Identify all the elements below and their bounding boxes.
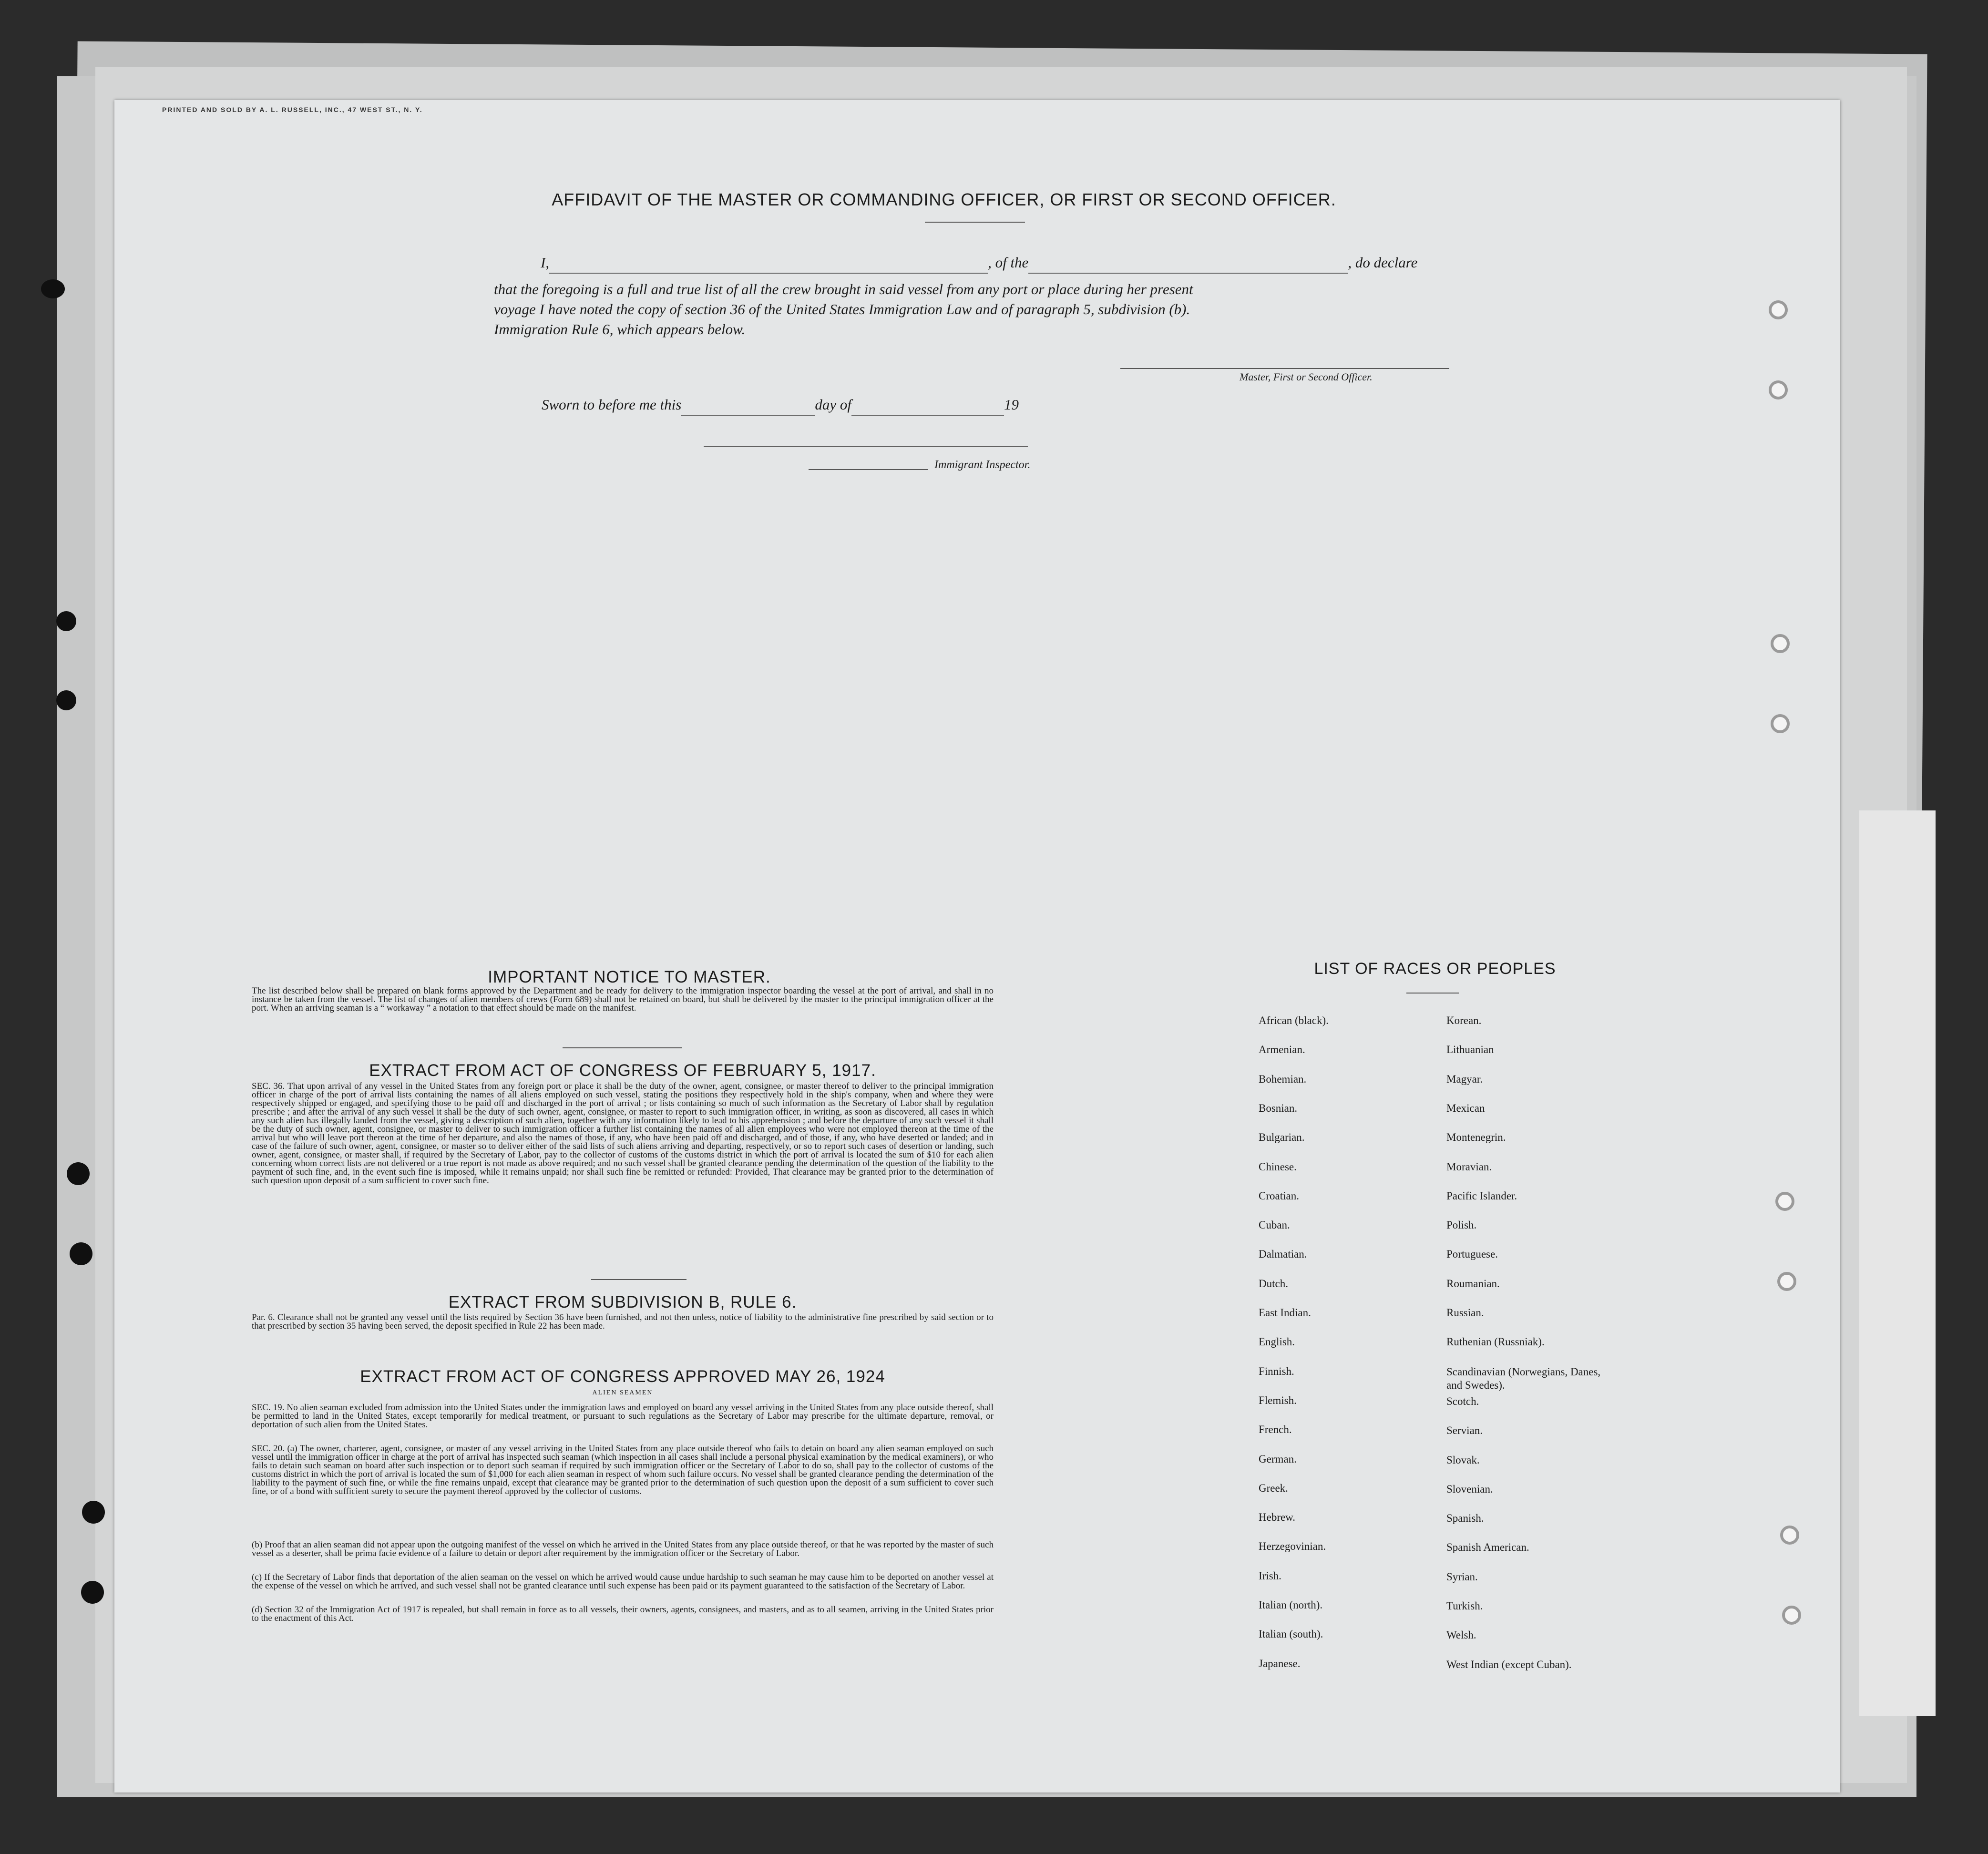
divider [925, 222, 1025, 223]
race-item: Bulgarian. [1259, 1131, 1305, 1143]
extract-1924-subtitle: ALIEN SEAMEN [592, 1389, 653, 1396]
affidavit-title: AFFIDAVIT OF THE MASTER OR COMMANDING OFFICER, OR FIRST OR SECOND OFFICER. [552, 190, 1336, 209]
divider [563, 1047, 682, 1048]
declaration-line-4: Immigration Rule 6, which appears below. [494, 321, 746, 338]
race-item: Mexican [1446, 1102, 1485, 1114]
race-item: Servian. [1446, 1424, 1483, 1436]
race-item: Italian (south). [1259, 1628, 1323, 1640]
binder-hole [56, 690, 76, 710]
race-item: Bosnian. [1259, 1102, 1298, 1114]
race-item: Flemish. [1259, 1394, 1297, 1406]
race-item: Spanish. [1446, 1512, 1484, 1524]
binder-hole [1775, 1192, 1794, 1211]
race-item: Herzegovinian. [1259, 1540, 1326, 1552]
race-item: Scotch. [1446, 1395, 1479, 1407]
race-item: Slovak. [1446, 1454, 1480, 1466]
race-item: Italian (north). [1259, 1599, 1323, 1611]
binder-hole [41, 279, 65, 298]
extract-1924-sec20c: (c) If the Secretary of Labor finds that deportation of the alien seaman on the vessel on which he arrived would cause undue hardship to such seaman he may cause him to be deported on another vessel at the expense of the vessel on which he arrived, and such vessel shall not be granted clearance until such expense has been paid or its payment guaranteed to the satisfaction of the Secretary of Labor. [252, 1572, 994, 1591]
race-item: Syrian. [1446, 1571, 1478, 1583]
binder-hole [1777, 1272, 1796, 1291]
binder-hole [82, 1501, 105, 1524]
declaration-line-3: voyage I have noted the copy of section 36 of the United States Immigration Law and of paragraph 5, subdivision (b). [494, 301, 1190, 318]
race-item: Dalmatian. [1259, 1248, 1307, 1260]
binder-hole [1771, 634, 1790, 653]
race-item: Bohemian. [1259, 1073, 1307, 1085]
extract-1924-sec20d: (d) Section 32 of the Immigration Act of 1917 is repealed, but shall remain in force as to all vessels, their owners, agents, consignees, and masters, and as to all seamen, arriving in the United States prior to the enactment of this Act. [252, 1605, 994, 1623]
race-item: Montenegrin. [1446, 1131, 1506, 1143]
race-item: Korean. [1446, 1014, 1482, 1026]
race-item: African (black). [1259, 1014, 1329, 1026]
race-item: Cuban. [1259, 1219, 1290, 1231]
extract-1917-title: EXTRACT FROM ACT OF CONGRESS OF FEBRUARY 5, 1917. [369, 1061, 876, 1080]
race-item: Dutch. [1259, 1278, 1288, 1290]
printer-imprint: PRINTED AND SOLD BY A. L. RUSSELL, INC., 47 WEST ST., N. Y. [162, 106, 423, 113]
extract-1924-sec19: SEC. 19. No alien seaman excluded from admission into the United States under the immigration laws and employed on board any vessel arriving in the United States from any place outside thereof, shall be permitted to land in the United States, except temporarily for medical treatment, or pursuant to such regulations as the Secretary of Labor may prescribe for the ultimate departure, removal, or deportation of such alien from the United States. [252, 1403, 994, 1430]
binder-hole [67, 1162, 90, 1185]
binder-hole [1769, 300, 1788, 319]
binder-hole [1780, 1526, 1799, 1545]
inspector-line[interactable] [809, 469, 928, 470]
race-item: French. [1259, 1424, 1292, 1435]
race-item: Magyar. [1446, 1073, 1483, 1085]
race-item: Croatian. [1259, 1190, 1299, 1202]
sworn-month-blank[interactable] [851, 415, 1004, 416]
notice-body: The list described below shall be prepared on blank forms approved by the Department and be ready for delivery to the immigration inspector boarding the vessel at the port of arrival, and shall in no instance be taken from the vessel. The list of changes of alien members of crews (Form 689) shall not be retained on board, but shall be delivered by the master to the principal immigration officer at the port. When an arriving seaman is a “ workaway ” a notation to that effect should be made on the manifest. [252, 986, 994, 1013]
extract-1924-sec20b: (b) Proof that an alien seaman did not appear upon the outgoing manifest of the vessel on which he arrived in the United States from any place outside thereof, or that he was reported by the master of such vessel as a deserter, shall be prima facie evidence of a failure to detain or deport after requirement by the immigration officer or the Secretary of Labor. [252, 1540, 994, 1558]
race-item: Hebrew. [1259, 1511, 1296, 1523]
race-item: Armenian. [1259, 1044, 1305, 1055]
race-item: English. [1259, 1336, 1295, 1348]
race-item: Ruthenian (Russniak). [1446, 1336, 1545, 1348]
race-item: Portuguese. [1446, 1248, 1498, 1260]
race-item: Russian. [1446, 1307, 1484, 1319]
race-item: East Indian. [1259, 1307, 1311, 1319]
extract-1917-body: SEC. 36. That upon arrival of any vessel in the United States from any foreign port or place it shall be the duty of the owner, agent, consignee, or master thereof to deliver to the principal immigration officer in charge of the port of arrival lists containing the names of all aliens employed on such vessel, stating the positions they respectively hold in the ship's company, when and where they were respectively shipped or engaged, and specifying those to be paid off and discharged in the port of arrival ; or lists containing so much of such information as the Secretary of Labor shall by regulation prescribe ; and after the arrival of any such vessel it shall be the duty of such owner, agent, consignee, or master to report to such immigration officer, in writing, as soon as discovered, all cases in which any such alien has illegally landed from the vessel, giving a description of such alien, together with any information likely to lead to his apprehension ; and before the departure of any such vessel it shall be the duty of such owner, agent, consignee, or master to deliver to such immigration officer a further list containing the names of all alien employees who were not employed thereon at the time of the arrival but who will leave port thereon at the time of her departure, and also the names of those, if any, who have been paid off and discharged, and of those, if any, who have deserted or landed; and in case of the failure of such owner, agent, consignee, or master so to deliver either of the said lists of such aliens arriving and departing, respectively, or so to report such cases of desertion or landing, such owner, agent, consignee, or master shall, if required by the Secretary of Labor, pay to the collector of customs of the customs district in which the port of arrival is located the sum of $10 for each alien concerning whom correct lists are not delivered or a true report is not made as above required; and no such vessel shall be granted clearance pending the determination of the question of the liability to the payment of such fine, and, in the event such fine is imposed, while it remains unpaid; nor shall such fine be remitted or refunded: Provided, That clearance may be granted prior to the determination of such question upon deposit of a sum sufficient to cover such fine. [252, 1081, 994, 1186]
race-item: Pacific Islander. [1446, 1190, 1517, 1202]
binder-hole [81, 1581, 104, 1604]
race-item: Irish. [1259, 1570, 1281, 1582]
race-item: Polish. [1446, 1219, 1477, 1231]
notice-title: IMPORTANT NOTICE TO MASTER. [488, 968, 771, 986]
race-item: Scandinavian (Norwegians, Danes, and Swedes). [1446, 1366, 1601, 1391]
extract-1924-sec20a: SEC. 20. (a) The owner, charterer, agent, consignee, or master of any vessel arriving in the United States from any place outside thereof who fails to detain on board any alien seaman employed on such vessel until the immigration officer in charge at the port of arrival has inspected such seaman (which inspection in all cases shall include a personal physical examination by the medical examiners), or who fails to detain such seaman on board after such inspection or to deport such seaman if required by such immigration officer or the Secretary of Labor to do so, shall pay to the collector of customs of the customs district in which the port of arrival is located the sum of $1,000 for each alien seaman in respect of whom such failure occurs. No vessel shall be granted clearance pending the determination of the liability to the payment of such fine, or while the fine remains unpaid, except that clearance may be granted prior to the determination of such question upon the deposit of a sum sufficient to cover such fine, or of a bond with sufficient surety to secure the payment thereof approved by the collector of customs. [252, 1444, 994, 1496]
vessel-blank[interactable] [1028, 273, 1348, 274]
divider [1406, 993, 1459, 994]
race-item: Moravian. [1446, 1161, 1492, 1173]
inspector-line-upper[interactable] [704, 446, 1028, 447]
master-signature-line[interactable] [1120, 368, 1449, 369]
name-blank[interactable] [549, 273, 988, 274]
sworn-day-blank[interactable] [681, 415, 815, 416]
binder-hole [56, 611, 76, 631]
binder-hole [1782, 1606, 1801, 1625]
race-item: Slovenian. [1446, 1483, 1493, 1495]
race-item: Greek. [1259, 1482, 1288, 1494]
declaration-line-2: that the foregoing is a full and true list of all the crew brought in said vessel from any port or place during her present [494, 281, 1193, 297]
sworn-line: Sworn to before me this day of 19 [542, 394, 1019, 416]
manifest-page [114, 100, 1840, 1793]
race-item: Japanese. [1259, 1658, 1301, 1670]
races-title: LIST OF RACES OR PEOPLES [1314, 960, 1556, 978]
binder-hole [70, 1242, 92, 1265]
race-item: German. [1259, 1453, 1297, 1465]
binder-hole [1769, 380, 1788, 399]
master-signature-label: Master, First or Second Officer. [1240, 371, 1373, 383]
binder-hole [1771, 714, 1790, 733]
race-item: Chinese. [1259, 1161, 1297, 1173]
extract-1924-title: EXTRACT FROM ACT OF CONGRESS APPROVED MAY 26, 1924 [360, 1367, 885, 1386]
race-item: West Indian (except Cuban). [1446, 1659, 1572, 1670]
race-item: Roumanian. [1446, 1278, 1500, 1290]
race-item: Turkish. [1446, 1600, 1483, 1612]
extract-rule6-body: Par. 6. Clearance shall not be granted any vessel until the lists required by Section 36 have been furnished, and not then unless, notice of liability to the administrative fine prescribed by said section or to that prescribed by section 35 having been served, the deposit specified in Rule 22 has been made. [252, 1312, 994, 1331]
declaration-line-1: I, , of the , do declare [541, 252, 1417, 274]
race-item: Finnish. [1259, 1365, 1294, 1377]
inspector-signature-label: Immigrant Inspector. [934, 459, 1031, 471]
divider [591, 1279, 687, 1280]
race-item: Welsh. [1446, 1629, 1476, 1641]
race-item: Lithuanian [1446, 1044, 1494, 1055]
race-item: Spanish American. [1446, 1541, 1529, 1553]
extract-rule6-title: EXTRACT FROM SUBDIVISION B, RULE 6. [448, 1293, 797, 1311]
background-sheet-tab [1859, 810, 1936, 1716]
